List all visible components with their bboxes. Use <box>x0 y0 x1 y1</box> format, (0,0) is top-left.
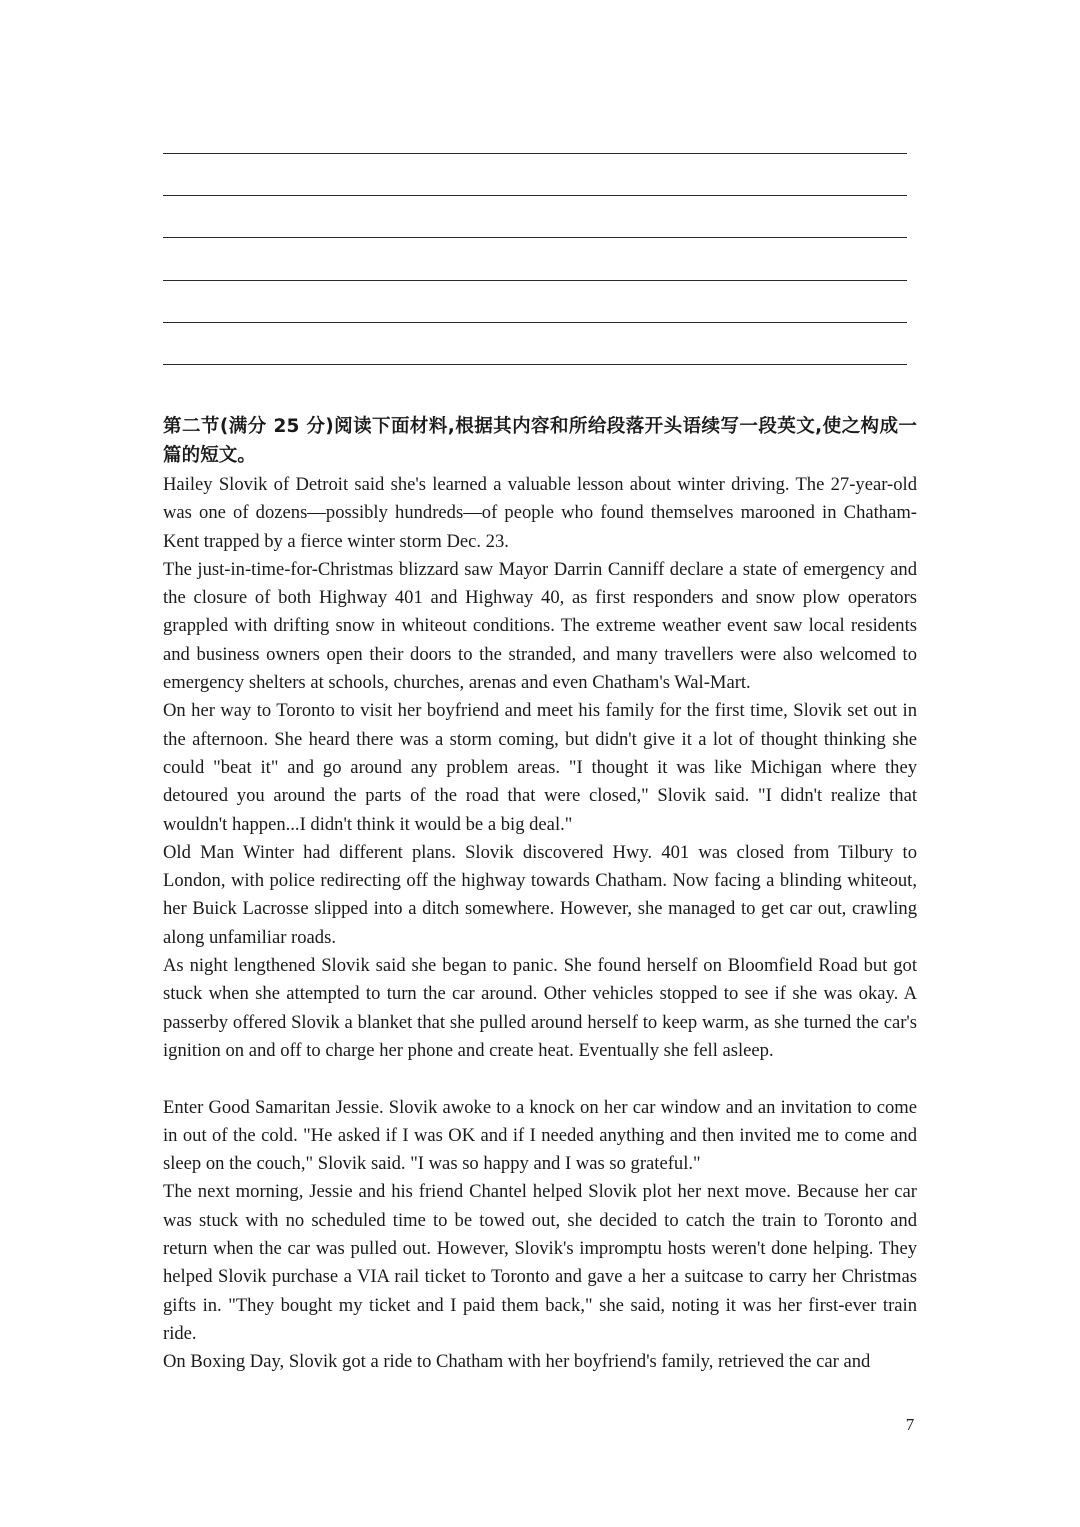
answer-line <box>163 195 907 196</box>
answer-line <box>163 153 907 154</box>
answer-line <box>163 364 907 365</box>
paragraph-7: The next morning, Jessie and his friend Chantel helped Slovik plot her next move. Because her car was stuck with no scheduled time to be towed out, she decided to catch the train to Toronto and return when the car was pulled out. However, Slovik's impromptu hosts weren't done helping. They helped Slovik purchase a VIA rail ticket to Toronto and gave a her a suitcase to carry her Christmas gifts in. "They bought my ticket and I paid them back," she said, noting it was her first-ever train ride. <box>163 1181 917 1344</box>
answer-line <box>163 237 907 238</box>
paragraph-6: Enter Good Samaritan Jessie. Slovik awoke to a knock on her car window and an invitation to come in out of the cold. "He asked if I was OK and if I needed anything and then invited me to come and sleep on the couch," Slovik said. "I was so happy and I was so grateful." <box>163 1096 917 1175</box>
paragraph-5: As night lengthened Slovik said she began to panic. She found herself on Bloomfield Road but got stuck when she attempted to turn the car around. Other vehicles stopped to see if she was okay. A passerby offered Slovik a blanket that she pulled around herself to keep warm, as she turned the car's ignition on and off to charge her phone and create heat. Eventually she fell asleep. <box>163 955 917 1061</box>
answer-line <box>163 280 907 281</box>
paragraph-3: On her way to Toronto to visit her boyfriend and meet his family for the first time, Slovik set out in the afternoon. She heard there was a storm coming, but didn't give it a lot of thought thinking she could "beat it" and go around any problem areas. "I thought it was like Michigan where they detoured you around the parts of the road that were closed," Slovik said. "I didn't realize that wouldn't happen...I didn't think it would be a big deal." <box>163 700 917 835</box>
paragraph-gap <box>163 1065 917 1093</box>
answer-line <box>163 322 907 323</box>
paragraph-4: Old Man Winter had different plans. Slovik discovered Hwy. 401 was closed from Tilbury to London, with police redirecting off the highway towards Chatham. Now facing a blinding whiteout, her Buick Lacrosse slipped into a ditch somewhere. However, she managed to get car out, crawling along unfamiliar roads. <box>163 841 917 948</box>
reading-section <box>163 413 917 1377</box>
paragraph-8: On Boxing Day, Slovik got a ride to Chatham with her boyfriend's family, retrieved the car and <box>163 1351 871 1373</box>
section-heading: 第二节(满分 25 分)阅读下面材料,根据其内容和所给段落开头语续写一段英文,使之构成一篇的短文。 <box>163 416 917 466</box>
paragraph-2: The just-in-time-for-Christmas blizzard saw Mayor Darrin Canniff declare a state of emergency and the closure of both Highway 401 and Highway 40, as first responders and snow plow operators grappled with drifting snow in whiteout conditions. The extreme weather event saw local residents and business owners open their doors to the stranded, and many travellers were also welcomed to emergency shelters at schools, churches, arenas and even Chatham's Wal-Mart. <box>163 558 917 694</box>
paragraph-1: Hailey Slovik of Detroit said she's learned a valuable lesson about winter driving. The 27-year-old was one of dozens—possibly hundreds—of people who found themselves marooned in Chatham-Kent trapped by a fierce winter storm Dec. 23. <box>163 474 917 552</box>
page-number: 7 <box>905 1415 915 1434</box>
